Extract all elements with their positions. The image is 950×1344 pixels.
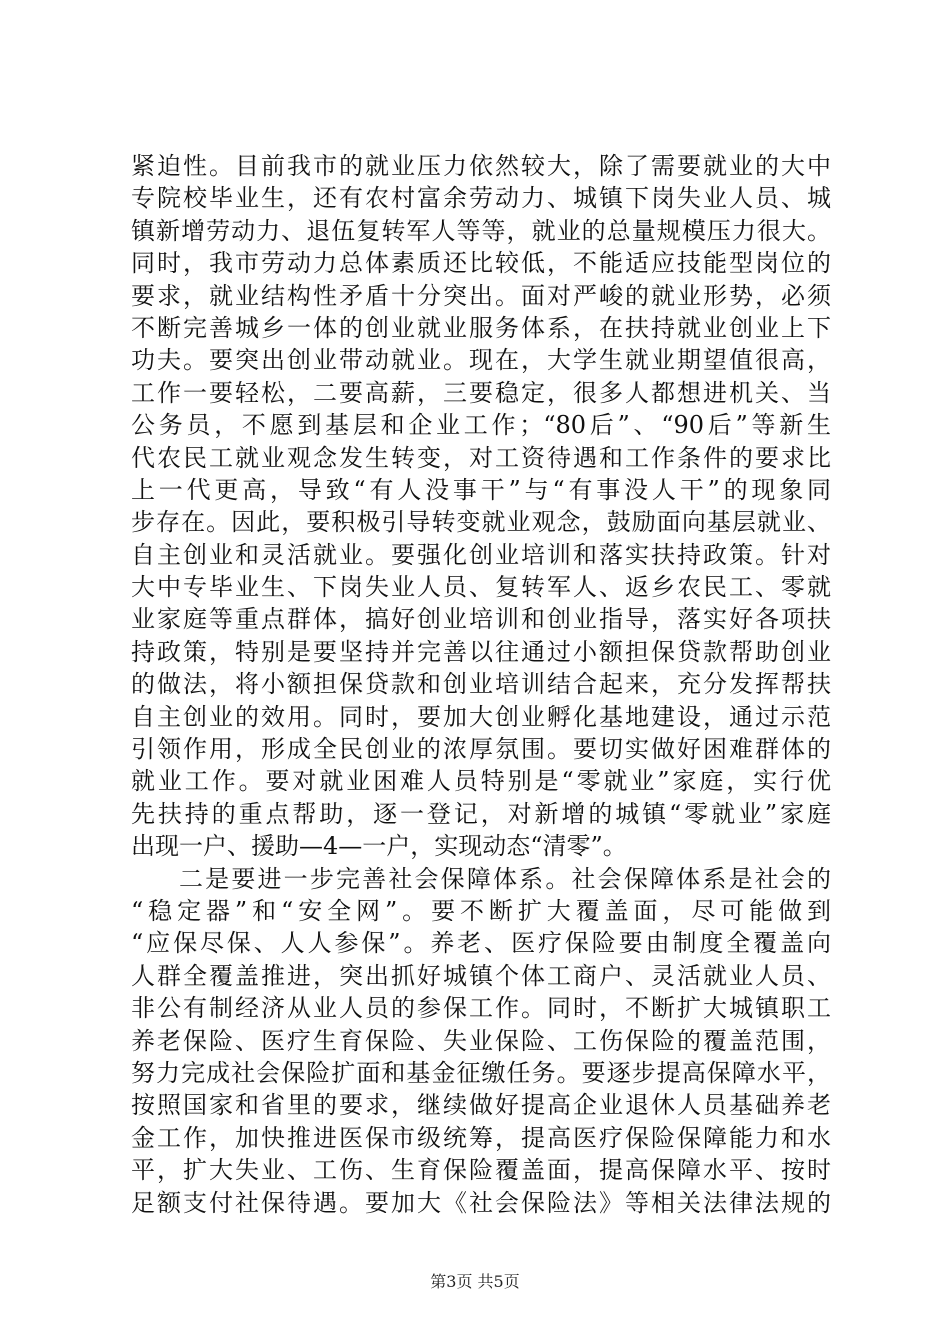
text-line: 上一代更高，导致“有人没事干”与“有事没人干”的现象同 — [131, 475, 831, 504]
text-line: 业家庭等重点群体，搞好创业培训和创业指导，落实好各项扶 — [131, 605, 831, 634]
text-line: 步存在。因此，要积极引导转变就业观念，鼓励面向基层就业、 — [131, 508, 831, 537]
text-line: 持政策，特别是要坚持并完善以往通过小额担保贷款帮助创业 — [131, 637, 831, 666]
text-line: 人群全覆盖推进，突出抓好城镇个体工商户、灵活就业人员、 — [131, 961, 831, 990]
text-line: 就业工作。要对就业困难人员特别是“零就业”家庭，实行优 — [131, 767, 831, 796]
text-line: 按照国家和省里的要求，继续做好提高企业退休人员基础养老 — [131, 1091, 831, 1120]
page-number-footer: 第3页 共5页 — [430, 1272, 520, 1291]
text-line: 的做法，将小额担保贷款和创业培训结合起来，充分发挥帮扶 — [131, 670, 831, 699]
text-line: 公务员，不愿到基层和企业工作；“80后”、“90后”等新生 — [131, 411, 831, 440]
text-line: 先扶持的重点帮助，逐一登记，对新增的城镇“零就业”家庭 — [131, 799, 831, 828]
text-line: 同时，我市劳动力总体素质还比较低，不能适应技能型岗位的 — [131, 249, 831, 278]
text-line: 平，扩大失业、工伤、生育保险覆盖面，提高保障水平、按时 — [131, 1156, 831, 1185]
text-line: 非公有制经济从业人员的参保工作。同时，不断扩大城镇职工 — [131, 994, 831, 1023]
text-line: “稳定器”和“安全网”。要不断扩大覆盖面，尽可能做到 — [131, 896, 831, 925]
text-line: 要求，就业结构性矛盾十分突出。面对严峻的就业形势，必须 — [131, 281, 831, 310]
text-line: 二是要进一步完善社会保障体系。社会保障体系是社会的 — [179, 864, 831, 893]
paragraph — [131, 863, 831, 1219]
text-line: 镇新增劳动力、退伍复转军人等等，就业的总量规模压力很大。 — [131, 216, 831, 245]
text-line: 功夫。要突出创业带动就业。现在，大学生就业期望值很高， — [131, 346, 831, 375]
text-line: 自主创业和灵活就业。要强化创业培训和落实扶持政策。针对 — [131, 540, 831, 569]
text-line: “应保尽保、人人参保”。养老、医疗保险要由制度全覆盖向 — [131, 929, 831, 958]
text-line: 金工作，加快推进医保市级统筹，提高医疗保险保障能力和水 — [131, 1123, 831, 1152]
text-line: 专院校毕业生，还有农村富余劳动力、城镇下岗失业人员、城 — [131, 184, 831, 213]
text-line: 足额支付社保待遇。要加大《社会保险法》等相关法律法规的 — [131, 1188, 831, 1217]
text-line: 养老保险、医疗生育保险、失业保险、工伤保险的覆盖范围， — [131, 1026, 831, 1055]
text-line: 自主创业的效用。同时，要加大创业孵化基地建设，通过示范 — [131, 702, 831, 731]
body-text — [131, 150, 831, 1219]
text-line: 不断完善城乡一体的创业就业服务体系，在扶持就业创业上下 — [131, 313, 831, 342]
text-line: 工作一要轻松，二要高薪，三要稳定，很多人都想进机关、当 — [131, 378, 831, 407]
text-line: 代农民工就业观念发生转变，对工资待遇和工作条件的要求比 — [131, 443, 831, 472]
text-line: 大中专毕业生、下岗失业人员、复转军人、返乡农民工、零就 — [131, 573, 831, 602]
paragraph — [131, 150, 831, 863]
text-line: 出现一户、援助—4—一户，实现动态“清零”。 — [131, 832, 627, 861]
text-line: 努力完成社会保险扩面和基金征缴任务。要逐步提高保障水平， — [131, 1058, 831, 1087]
text-line: 紧迫性。目前我市的就业压力依然较大，除了需要就业的大中 — [131, 152, 831, 180]
text-line: 引领作用，形成全民创业的浓厚氛围。要切实做好困难群体的 — [131, 735, 831, 764]
